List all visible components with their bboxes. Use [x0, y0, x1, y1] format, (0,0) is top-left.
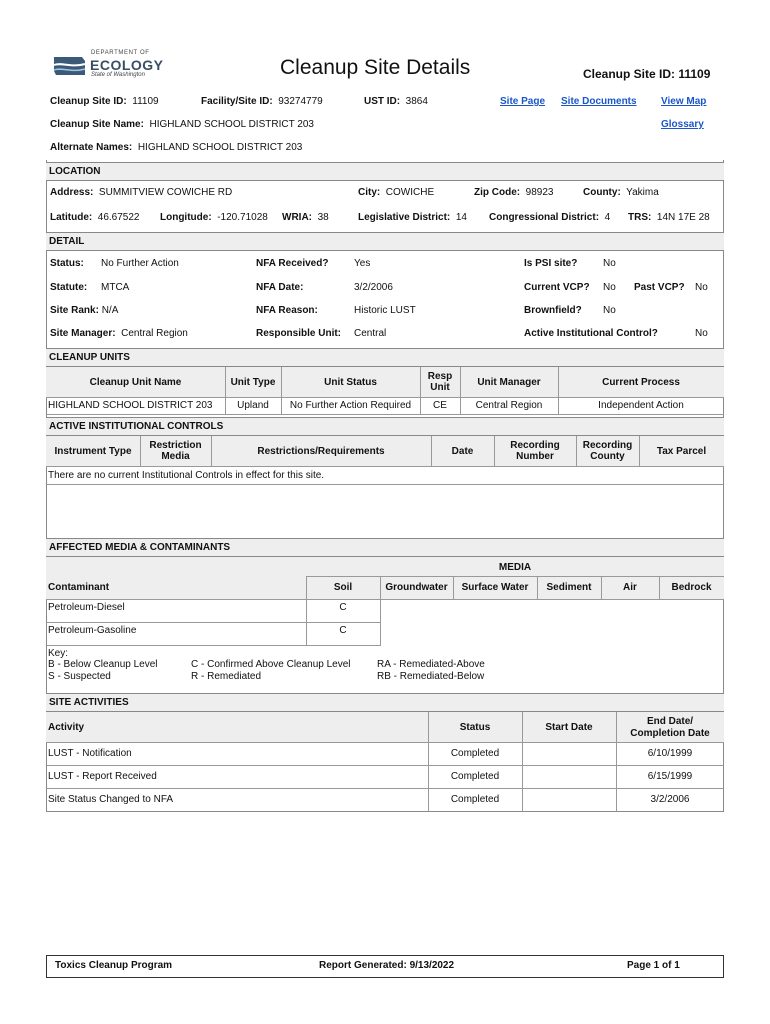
nfa-date-label: NFA Date:	[256, 282, 304, 293]
current-vcp-label: Current VCP?	[524, 282, 590, 293]
cleanup-units-section-header: CLEANUP UNITS	[46, 348, 724, 367]
view-map-link[interactable]: View Map	[661, 96, 707, 107]
activity-status: Completed	[450, 771, 500, 782]
media-section-header: AFFECTED MEDIA & CONTAMINANTS	[46, 538, 724, 557]
report-footer	[46, 955, 724, 978]
trs: TRS: 14N 17E 28	[628, 212, 710, 223]
site-documents-link[interactable]: Site Documents	[561, 96, 637, 107]
cleanup-site-id: Cleanup Site ID: 11109	[50, 96, 159, 107]
col-tax-parcel: Tax Parcel	[656, 446, 707, 457]
nfa-date-value: 3/2/2006	[354, 282, 393, 293]
cleanup-site-name: Cleanup Site Name: HIGHLAND SCHOOL DISTRICT 203	[50, 119, 314, 130]
key-below-cleanup: B - Below Cleanup Level	[48, 659, 158, 670]
responsible-unit-value: Central	[354, 328, 387, 339]
washington-map-icon	[52, 53, 88, 81]
logo-department-text: DEPARTMENT OF	[91, 50, 150, 56]
media-heading: MEDIA	[498, 562, 532, 573]
site-id-heading: Cleanup Site ID: 11109	[583, 67, 711, 81]
ust-id: UST ID: 3864	[364, 96, 428, 107]
cu-status: No Further Action Required	[289, 400, 412, 411]
key-remediated: R - Remediated	[191, 671, 262, 682]
latitude: Latitude: 46.67522	[50, 212, 140, 223]
col-unit-manager: Unit Manager	[477, 377, 541, 388]
responsible-unit-label: Responsible Unit:	[256, 328, 342, 339]
cu-type: Upland	[237, 400, 269, 411]
psi-value: No	[603, 258, 616, 269]
footer-page: Page 1 of 1	[627, 960, 680, 971]
key-remediated-below: RB - Remediated-Below	[377, 671, 485, 682]
nfa-received-label: NFA Received?	[256, 258, 329, 269]
key-confirmed: C - Confirmed Above Cleanup Level	[191, 659, 351, 670]
cu-name: HIGHLAND SCHOOL DISTRICT 203	[48, 400, 213, 411]
site-activities-section-header: SITE ACTIVITIES	[46, 693, 724, 712]
cu-process: Independent Action	[598, 400, 684, 411]
contaminant-soil: C	[339, 625, 347, 636]
col-soil: Soil	[333, 582, 353, 593]
location-section-header: LOCATION	[46, 162, 724, 181]
institutional-controls-section-header: ACTIVE INSTITUTIONAL CONTROLS	[46, 417, 724, 436]
nfa-reason-label: NFA Reason:	[256, 305, 318, 316]
nfa-reason-value: Historic LUST	[354, 305, 416, 316]
site-rank: Site Rank: N/A	[50, 305, 119, 316]
address: Address: SUMMITVIEW COWICHE RD	[50, 187, 233, 198]
logo-state-text: State of Washington	[91, 72, 145, 78]
col-air: Air	[623, 582, 637, 593]
cu-resp-unit: CE	[433, 400, 447, 411]
col-activity-status: Status	[459, 722, 491, 733]
col-restrictions: Restrictions/Requirements	[257, 446, 385, 457]
cu-manager: Central Region	[475, 400, 543, 411]
zip-code: Zip Code: 98923	[474, 187, 554, 198]
col-recording-county: Recording County	[582, 440, 633, 462]
alternate-names: Alternate Names: HIGHLAND SCHOOL DISTRICT 203	[50, 142, 303, 153]
city: City: COWICHE	[358, 187, 435, 198]
legislative-district: Legislative District: 14	[358, 212, 467, 223]
activity-name: Site Status Changed to NFA	[48, 794, 174, 805]
activity-end: 6/10/1999	[647, 748, 693, 759]
contaminant-row: Petroleum-Gasoline	[48, 625, 137, 636]
activity-end: 3/2/2006	[650, 794, 690, 805]
key-remediated-above: RA - Remediated-Above	[377, 659, 485, 670]
col-end-date: End Date/ Completion Date	[630, 716, 710, 739]
longitude: Longitude: -120.71028	[160, 212, 268, 223]
col-unit-status: Unit Status	[324, 377, 377, 388]
statute-label: Statute:	[50, 282, 88, 293]
brownfield-label: Brownfield?	[524, 305, 582, 316]
key-suspected: S - Suspected	[48, 671, 111, 682]
footer-generated: Report Generated: 9/13/2022	[319, 960, 455, 971]
col-restriction-media: Restriction Media	[149, 440, 202, 462]
site-page-link[interactable]: Site Page	[500, 96, 546, 107]
col-date: Date	[451, 446, 474, 457]
facility-site-id: Facility/Site ID: 93274779	[201, 96, 323, 107]
active-ic-value: No	[695, 328, 708, 339]
statute-value: MTCA	[101, 282, 130, 293]
col-contaminant: Contaminant	[48, 582, 110, 593]
col-resp-unit: Resp Unit	[427, 371, 453, 393]
activity-end: 6/15/1999	[647, 771, 693, 782]
col-surface-water: Surface Water	[461, 582, 529, 593]
county: County: Yakima	[583, 187, 659, 198]
media-key-title: Key:	[48, 648, 69, 659]
col-start-date: Start Date	[545, 722, 593, 733]
nfa-received-value: Yes	[354, 258, 371, 269]
page-title: Cleanup Site Details	[280, 56, 471, 79]
ic-empty-message: There are no current Institutional Controls in effect for this site.	[48, 470, 325, 481]
congressional-district: Congressional District: 4	[489, 212, 611, 223]
past-vcp-value: No	[695, 282, 708, 293]
contaminant-row: Petroleum-Diesel	[48, 602, 125, 613]
brownfield-value: No	[603, 305, 616, 316]
activity-name: LUST - Report Received	[48, 771, 157, 782]
col-bedrock: Bedrock	[671, 582, 712, 593]
contaminant-soil: C	[339, 602, 347, 613]
footer-program: Toxics Cleanup Program	[55, 960, 173, 971]
activity-name: LUST - Notification	[48, 748, 132, 759]
activity-status: Completed	[450, 794, 500, 805]
logo-ecology-text: ECOLOGY	[90, 57, 164, 73]
col-activity: Activity	[48, 722, 85, 733]
col-current-process: Current Process	[602, 377, 680, 388]
current-vcp-value: No	[603, 282, 616, 293]
psi-label: Is PSI site?	[524, 258, 578, 269]
active-ic-label: Active Institutional Control?	[524, 328, 658, 339]
wria: WRIA: 38	[282, 212, 329, 223]
col-recording-number: Recording Number	[510, 440, 560, 462]
col-groundwater: Groundwater	[385, 582, 448, 593]
past-vcp-label: Past VCP?	[634, 282, 685, 293]
activity-status: Completed	[450, 748, 500, 759]
glossary-link[interactable]: Glossary	[661, 119, 704, 130]
status: Status:	[50, 258, 84, 269]
detail-section-header: DETAIL	[46, 232, 724, 251]
col-instrument-type: Instrument Type	[54, 446, 132, 457]
col-unit-type: Unit Type	[230, 377, 276, 388]
col-sediment: Sediment	[546, 582, 592, 593]
ecology-logo	[52, 50, 164, 82]
col-cleanup-unit-name: Cleanup Unit Name	[89, 377, 182, 388]
status-value: No Further Action	[101, 258, 179, 269]
site-manager: Site Manager: Central Region	[50, 328, 188, 339]
